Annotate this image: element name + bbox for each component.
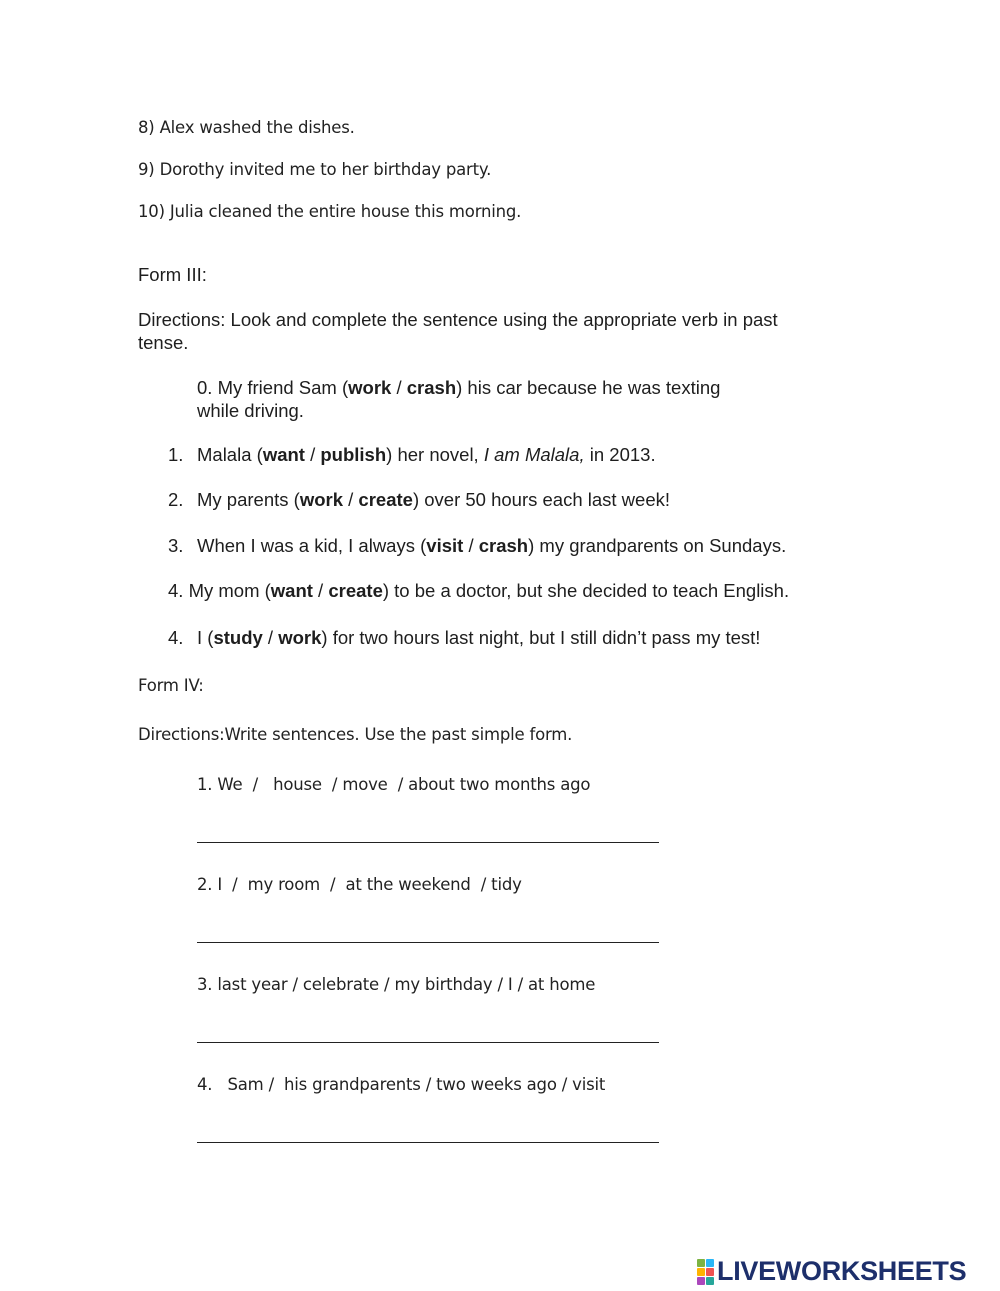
form2-item-10: 10) Julia cleaned the entire house this morning. — [138, 202, 522, 221]
item-option-1: visit — [426, 535, 464, 556]
form4-prompt-3: 3. last year / celebrate / my birthday / I / at home — [197, 975, 596, 994]
logo-block — [697, 1268, 705, 1276]
logo-block — [706, 1268, 714, 1276]
example-separator: / — [391, 377, 407, 398]
item-option-2: create — [328, 580, 383, 601]
form3-item-2 — [197, 489, 670, 511]
form3-item-3 — [197, 535, 786, 557]
item-text: in 2013. — [584, 444, 656, 465]
item-text: ) to be a doctor, but she decided to teach English. — [382, 580, 790, 601]
item-title-italic: I am Malala, — [483, 444, 585, 465]
example-prefix: 0. My friend Sam ( — [197, 377, 349, 398]
item-separator: / — [312, 580, 329, 601]
item-text: ) for two hours last night, but I still didn’t pass my test! — [321, 627, 761, 648]
form3-example-line1 — [197, 377, 720, 399]
form3-item-4b — [197, 627, 760, 649]
item-separator: / — [343, 489, 359, 510]
item-option-2: publish — [320, 444, 387, 465]
form4-prompt-4: 4. Sam / his grandparents / two weeks ago / visit — [197, 1075, 606, 1094]
form3-example-line2: while driving. — [197, 400, 304, 421]
liveworksheets-logo — [697, 1257, 966, 1285]
form3-item-1 — [197, 444, 656, 466]
item-option-1: want — [270, 580, 313, 601]
logo-block — [697, 1277, 705, 1285]
item-option-1: want — [262, 444, 305, 465]
example-rest: ) his car because he was texting — [456, 377, 721, 398]
form4-directions: Directions:Write sentences. Use the past simple form. — [138, 725, 573, 744]
form3-directions-line2: tense. — [138, 332, 189, 353]
form4-title: Form IV: — [138, 676, 204, 695]
logo-block — [697, 1259, 705, 1267]
item-text: ) over 50 hours each last week! — [412, 489, 671, 510]
item-separator: / — [463, 535, 479, 556]
answer-line-3[interactable] — [197, 1042, 659, 1043]
item-text: 4. My mom ( — [168, 580, 271, 601]
item-text: ) my grandparents on Sundays. — [528, 535, 787, 556]
form3-directions-line1: Directions: Look and complete the sentence using the appropriate verb in past — [138, 309, 778, 330]
item-separator: / — [304, 444, 321, 465]
form3-item-4a — [168, 580, 789, 602]
item-option-2: work — [278, 627, 322, 648]
item-text: My parents ( — [197, 489, 300, 510]
logo-mark-icon — [697, 1259, 714, 1285]
answer-line-2[interactable] — [197, 942, 659, 943]
answer-line-1[interactable] — [197, 842, 659, 843]
form3-item-3-number: 3. — [168, 535, 184, 556]
form3-title: Form III: — [138, 264, 207, 285]
item-text: When I was a kid, I always ( — [197, 535, 427, 556]
item-text: ) her novel, — [386, 444, 484, 465]
item-separator: / — [262, 627, 279, 648]
answer-line-4[interactable] — [197, 1142, 659, 1143]
form3-item-2-number: 2. — [168, 489, 184, 510]
example-option-1: work — [348, 377, 392, 398]
item-text: Malala ( — [197, 444, 263, 465]
form3-item-1-number: 1. — [168, 444, 184, 465]
item-option-1: work — [299, 489, 343, 510]
item-text: I ( — [197, 627, 214, 648]
form4-prompt-1: 1. We / house / move / about two months ago — [197, 775, 591, 794]
form3-item-4b-number: 4. — [168, 627, 184, 648]
logo-text: LIVEWORKSHEETS — [717, 1256, 967, 1286]
example-option-2: crash — [406, 377, 457, 398]
item-option-2: create — [358, 489, 413, 510]
logo-block — [706, 1277, 714, 1285]
form2-item-9: 9) Dorothy invited me to her birthday party. — [138, 160, 492, 179]
form4-prompt-2: 2. I / my room / at the weekend / tidy — [197, 875, 522, 894]
item-option-1: study — [213, 627, 263, 648]
form2-item-8: 8) Alex washed the dishes. — [138, 118, 355, 137]
logo-block — [706, 1259, 714, 1267]
item-option-2: crash — [478, 535, 529, 556]
